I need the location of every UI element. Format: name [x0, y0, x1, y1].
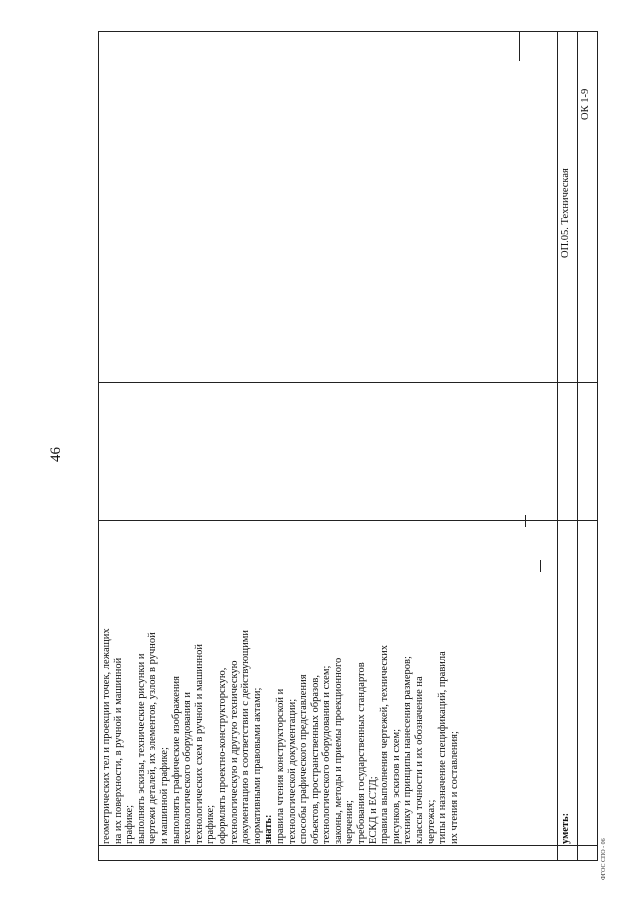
cell-line: черчения; [344, 800, 356, 844]
cell-line: оформлять проектно-конструкторскую, [216, 667, 228, 844]
cell-line: графике; [205, 804, 217, 844]
table-border-bottom [98, 860, 598, 861]
competency-code: ОК 1-9 [580, 88, 591, 120]
table-border-top [98, 31, 598, 32]
cell-line: графике; [124, 804, 136, 844]
cell-line: технику и принципы нанесения размеров; [402, 656, 414, 844]
cell-line: правила выполнения чертежей, технических [379, 645, 391, 844]
cell-line: классы точности и их обозначение на [414, 676, 426, 844]
table-divider-h3 [98, 845, 598, 846]
cell-line: правила чтения конструкторской и [274, 688, 286, 844]
cell-line: требования государственных стандартов [356, 662, 368, 844]
cell-line: ЕСКД и ЕСТД; [367, 776, 379, 844]
row-divider-v3 [519, 31, 520, 61]
cell-line: выполнять эскизы, технические рисунки и [135, 653, 147, 844]
cell-line: способы графического представления [298, 674, 310, 844]
cell-line: нормативными правовыми актами; [251, 687, 263, 844]
cell-line: технологическую и другую техническую [228, 660, 240, 844]
cell-line: геометрических тел и проекции точек, лежащих [101, 628, 112, 844]
table-border-right [597, 31, 598, 861]
cell-line: на их поверхности, в ручной и машинной [112, 657, 124, 844]
cell-line: документацию в соответствии с действующими [240, 629, 252, 844]
cell-line: рисунков, эскизов и схем; [390, 728, 402, 844]
cell-line: и машинной графике; [158, 747, 170, 844]
cell-line: технологических схем в ручной и машинной [193, 643, 205, 844]
cell-line: знать: [263, 814, 275, 844]
row-divider-v1 [557, 31, 558, 861]
cell-line: технологического оборудования и [182, 691, 194, 844]
table-border-left [98, 31, 99, 861]
table-divider-h2 [98, 520, 598, 521]
row-divider-v4 [525, 515, 526, 527]
cell-line: чертежах; [425, 799, 437, 844]
row-divider-v5 [540, 560, 541, 572]
cell-line: типы и назначение спецификаций, правила [437, 651, 449, 844]
cell-line: технологического оборудования и схем; [321, 665, 333, 844]
row-divider-v2 [577, 31, 578, 861]
cell-line: технологической документации; [286, 698, 298, 844]
cell-line: объектов, пространственных образов, [309, 675, 321, 844]
skill-label: уметь: [560, 812, 571, 844]
footer-label: ФГОС СПО - 06 [601, 838, 607, 880]
cell-line: выполнять графические изображения [170, 676, 182, 844]
table-divider-h1 [98, 382, 598, 383]
cell-line: чертежи деталей, их элементов, узлов в ручной [147, 632, 159, 844]
page-number: 46 [48, 447, 64, 462]
main-cell-text [101, 522, 460, 844]
discipline-name: ОП.05. Техническая [560, 168, 571, 258]
cell-line: их чтения и составления; [448, 731, 460, 844]
cell-line: законы, методы и приемы проекционного [332, 657, 344, 844]
